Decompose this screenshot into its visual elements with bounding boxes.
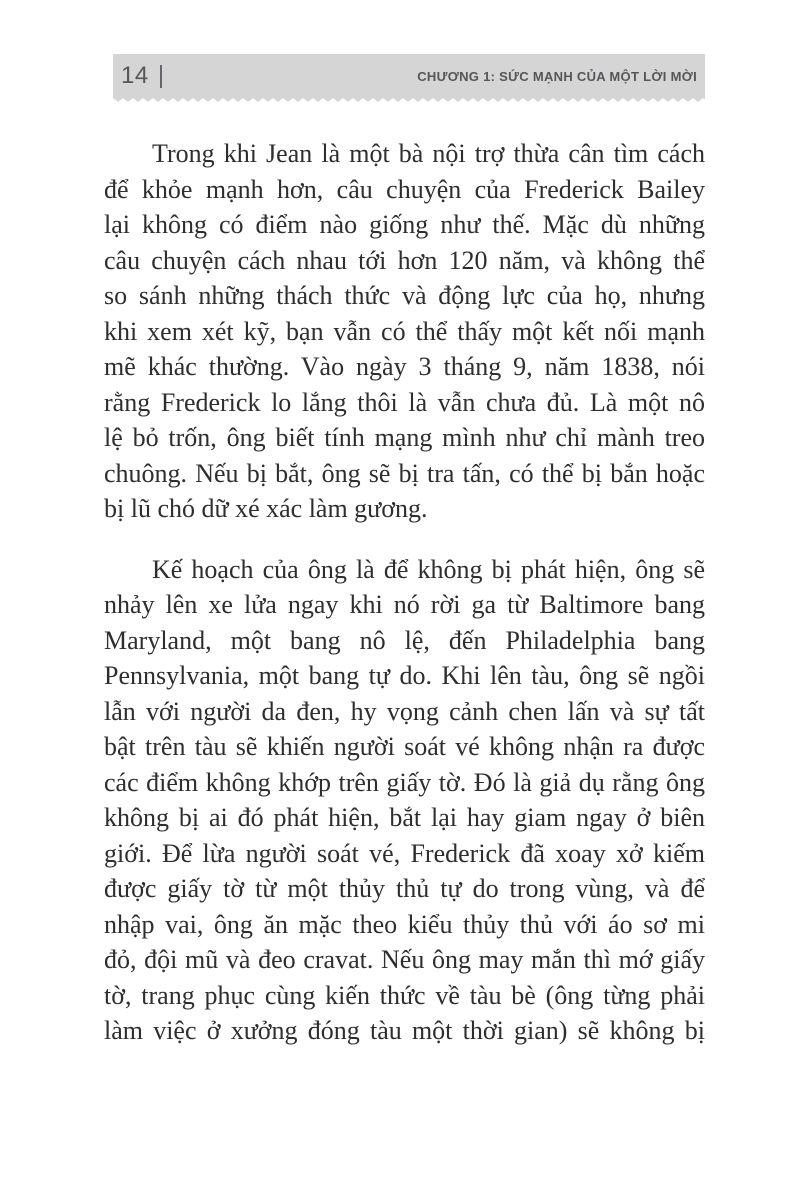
text-line: các điểm không khớp trên giấy tờ. Đó là giả dụ rằng ông [104,767,705,797]
text-line: bị lũ chó dữ xé xác làm gương. [104,494,428,523]
text-line: khi xem xét kỹ, bạn vẫn có thể thấy một kết nối mạnh [104,316,705,346]
chapter-title: CHƯƠNG 1: SỨC MẠNH CỦA MỘT LỜI MỜI [417,68,697,84]
text-line: Trong khi Jean là một bà nội trợ thừa cân tìm cách [152,139,705,168]
paragraph [104,136,705,527]
text-line: nhập vai, ông ăn mặc theo kiểu thủy thủ với áo sơ mi [104,909,705,939]
text-line: rằng Frederick lo lắng thôi là vẫn chưa đủ. Là một nô [104,387,705,417]
text-line: mẽ khác thường. Vào ngày 3 tháng 9, năm 1838, nói [104,352,705,381]
text-line: lệ bỏ trốn, ông biết tính mạng mình như chỉ mành treo [104,423,705,452]
text-line: tờ, trang phục cùng kiến thức về tàu bè (ông từng phải [104,980,705,1010]
page-body-text [104,136,705,1049]
text-line: câu chuyện cách nhau tới hơn 120 năm, và không thể [104,245,705,275]
text-line: nhảy lên xe lửa ngay khi nó rời ga từ Baltimore bang [104,590,705,619]
text-line: Pennsylvania, một bang tự do. Khi lên tàu, ông sẽ ngồi [104,661,705,690]
text-line: bật trên tàu sẽ khiến người soát vé không nhận ra được [104,732,705,761]
text-line: lại không có điểm nào giống như thế. Mặc dù những [104,210,705,239]
text-line: để khỏe mạnh hơn, câu chuyện của Frederick Bailey [104,174,705,204]
paragraph [104,552,705,1049]
text-line: lẫn với người da đen, hy vọng cảnh chen lấn và sự tất [104,696,705,726]
sawtooth-edge [113,98,705,103]
text-line: làm việc ở xưởng đóng tàu một thời gian) sẽ không bị [104,1016,705,1045]
text-line: Maryland, một bang nô lệ, đến Philadelphia bang [104,625,705,655]
page-header [113,54,705,98]
text-line: không bị ai đó phát hiện, bắt lại hay giam ngay ở biên [104,803,705,832]
text-line: chuông. Nếu bị bắt, ông sẽ bị tra tấn, có thể bị bắn hoặc [104,458,705,488]
text-line: được giấy tờ từ một thủy thủ tự do trong vùng, và để [104,874,705,903]
page-number: 14 [121,62,149,89]
page-number-divider-bar [160,65,162,88]
text-line: Kế hoạch của ông là để không bị phát hiện, ông sẽ [152,554,705,584]
text-line: đỏ, đội mũ và đeo cravat. Nếu ông may mắn thì mớ giấy [104,945,705,974]
text-line: giới. Để lừa người soát vé, Frederick đã xoay xở kiếm [104,838,705,868]
text-line: so sánh những thách thức và động lực của họ, nhưng [104,281,705,310]
